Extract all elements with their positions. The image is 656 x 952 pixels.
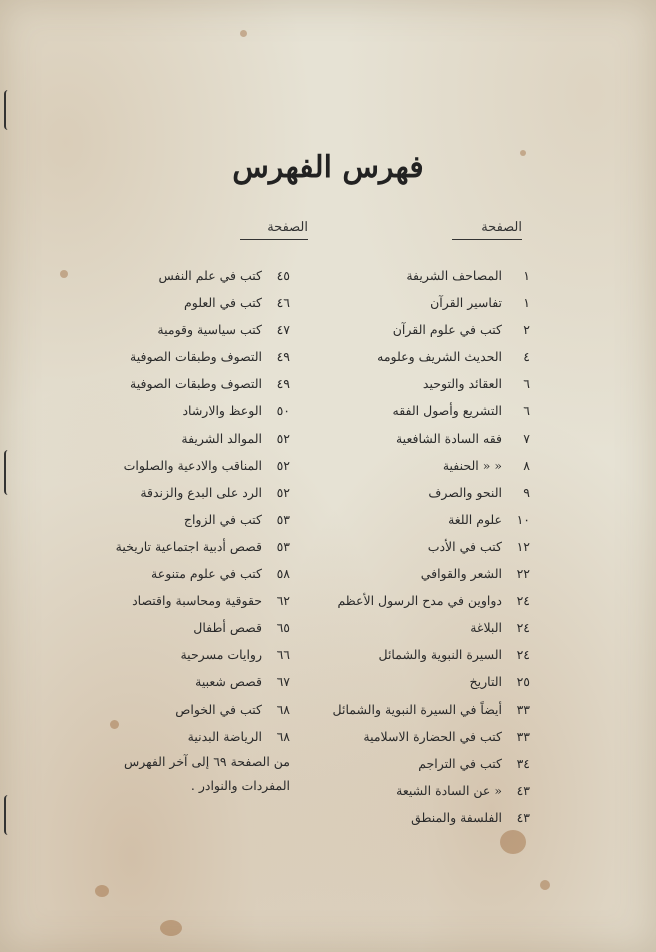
index-entry [60,370,290,397]
entry-label: الشعر والقوافي [420,566,502,582]
index-entry [60,587,290,614]
closing-note-line: المفردات والنوادر . [190,777,290,793]
column-header-left: الصفحة [240,220,308,240]
entry-page-number: ١ [523,268,530,283]
entry-page-number: ٤ [523,349,530,365]
entry-label: البلاغة [470,620,502,636]
index-entry [320,343,530,370]
entry-label: قصص أطفال [193,620,262,636]
entry-page-number: ٥٢ [276,430,290,446]
entry-page-number: ٤٧ [276,322,290,338]
index-entry [60,316,290,343]
index-entry [320,506,530,533]
entry-page-number: ٤٩ [276,376,290,392]
index-entry [60,343,290,370]
entry-label: كتب في التراجم [418,755,502,771]
index-entry [60,696,290,723]
entry-label: كتب في علم النفس [158,268,262,283]
index-entry [60,614,290,641]
entry-page-number: ٦ [523,376,530,392]
stain-mark [500,830,526,854]
index-entry [320,425,530,452]
index-entry [60,397,290,424]
entry-page-number: ٤٣ [516,809,530,825]
entry-page-number: ١٠ [516,511,530,527]
entry-page-number: ٢٤ [516,593,530,609]
stain-mark [540,880,550,890]
index-entry [60,262,290,289]
entry-label: الرياضة البدنية [187,728,262,744]
stain-mark [160,920,182,936]
entry-page-number: ١ [523,295,530,311]
index-entry [320,262,530,289]
entry-page-number: ٤٥ [276,268,290,283]
entry-label: الفلسفة والمنطق [411,809,502,825]
entry-label: روايات مسرحية [180,647,262,663]
closing-note-line: من الصفحة ٦٩ إلى آخر الفهرس [123,753,290,769]
entry-label: دواوين في مدح الرسول الأعظم [337,593,502,609]
index-entry [320,723,530,750]
index-entry [60,641,290,668]
index-entry [60,560,290,587]
entry-page-number: ٤٣ [516,782,530,798]
index-column-left [60,262,290,798]
entry-label: الحديث الشريف وعلومه [377,349,502,365]
entry-label: علوم اللغة [448,511,502,527]
index-entry [60,533,290,560]
entry-page-number: ٤٦ [276,295,290,311]
index-entry [320,452,530,479]
entry-page-number: ٨ [523,457,530,473]
index-entry [320,641,530,668]
stain-mark [240,30,247,37]
index-entry [320,777,530,804]
binding-staple [4,450,12,495]
entry-page-number: ٤٩ [276,349,290,365]
stain-mark [95,885,109,897]
entry-page-number: ٣٣ [516,728,530,744]
page-title: فهرس الفهرس [232,150,424,185]
index-entry [320,804,530,831]
index-entry [320,696,530,723]
index-entry [320,289,530,316]
entry-page-number: ٢٢ [516,566,530,582]
entry-page-number: ٥٢ [276,457,290,473]
entry-page-number: ٥٨ [276,566,290,582]
entry-label: كتب في الخواص [175,701,262,717]
entry-label: حقوقية ومحاسبة واقتصاد [132,593,262,609]
entry-label: الرد على البدع والزندقة [140,484,262,500]
entry-page-number: ٢ [523,322,530,338]
index-entry [320,533,530,560]
entry-page-number: ٧ [523,430,530,446]
entry-label: قصص شعبية [195,674,262,690]
entry-page-number: ٥٠ [276,403,290,419]
entry-page-number: ٢٤ [516,620,530,636]
entry-label: أيضاً في السيرة النبوية والشمائل [332,701,502,717]
entry-label: التصوف وطبقات الصوفية [130,376,262,392]
entry-page-number: ٥٣ [276,538,290,554]
index-entry [60,723,290,750]
entry-label: التشريع وأصول الفقه [392,403,502,419]
entry-label: التاريخ [469,674,502,690]
entry-page-number: ٦٦ [276,647,290,663]
binding-staple [4,90,12,130]
entry-label: كتب سياسية وقومية [157,322,262,338]
entry-label: فقه السادة الشافعية [395,430,502,446]
entry-page-number: ١٢ [516,538,530,554]
entry-page-number: ٩ [523,484,530,500]
entry-page-number: ٢٤ [516,647,530,663]
entry-page-number: ٣٣ [516,701,530,717]
index-entry [60,668,290,695]
column-header-right: الصفحة [452,220,522,240]
index-entry [320,750,530,777]
entry-label: التصوف وطبقات الصوفية [130,349,262,365]
index-entry [60,452,290,479]
entry-label: كتب في علوم القرآن [392,322,502,338]
entry-label: الموالد الشريفة [181,430,262,446]
entry-page-number: ٥٣ [276,511,290,527]
index-entry [320,316,530,343]
index-entry [320,560,530,587]
entry-label: كتب في الزواج [183,511,262,527]
entry-label: تفاسير القرآن [430,295,502,311]
entry-page-number: ٦٥ [276,620,290,636]
entry-label: كتب في علوم متنوعة [151,566,262,582]
entry-label: العقائد والتوحيد [422,376,502,392]
index-entry [60,506,290,533]
entry-label: النحو والصرف [428,484,502,500]
index-entry [60,289,290,316]
entry-label: كتب في الأدب [427,538,502,554]
entry-page-number: ٦ [523,403,530,419]
index-column-right [320,262,530,831]
entry-page-number: ٦٨ [276,701,290,717]
index-entry [320,668,530,695]
entry-label: قصص أدبية اجتماعية تاريخية [115,538,262,554]
entry-page-number: ٥٢ [276,484,290,500]
entry-label: السيرة النبوية والشمائل [378,647,502,663]
entry-page-number: ٦٨ [276,728,290,744]
index-entry [320,614,530,641]
entry-label: الوعظ والارشاد [182,403,262,419]
entry-label: كتب في العلوم [184,295,262,311]
binding-staple [4,795,12,835]
closing-note [60,750,290,798]
entry-page-number: ٣٤ [516,755,530,771]
entry-page-number: ٢٥ [516,674,530,690]
entry-label: كتب في الحضارة الاسلامية [363,728,502,744]
entry-label: المناقب والادعية والصلوات [123,457,262,473]
index-entry [60,425,290,452]
index-entry [320,479,530,506]
index-entry [320,370,530,397]
index-entry [320,397,530,424]
entry-label: « عن السادة الشيعة [396,782,502,798]
entry-page-number: ٦٧ [276,674,290,690]
entry-page-number: ٦٢ [276,593,290,609]
index-entry [320,587,530,614]
entry-label: « « الحنفية [442,457,502,473]
index-entry [60,479,290,506]
entry-label: المصاحف الشريفة [406,268,502,283]
